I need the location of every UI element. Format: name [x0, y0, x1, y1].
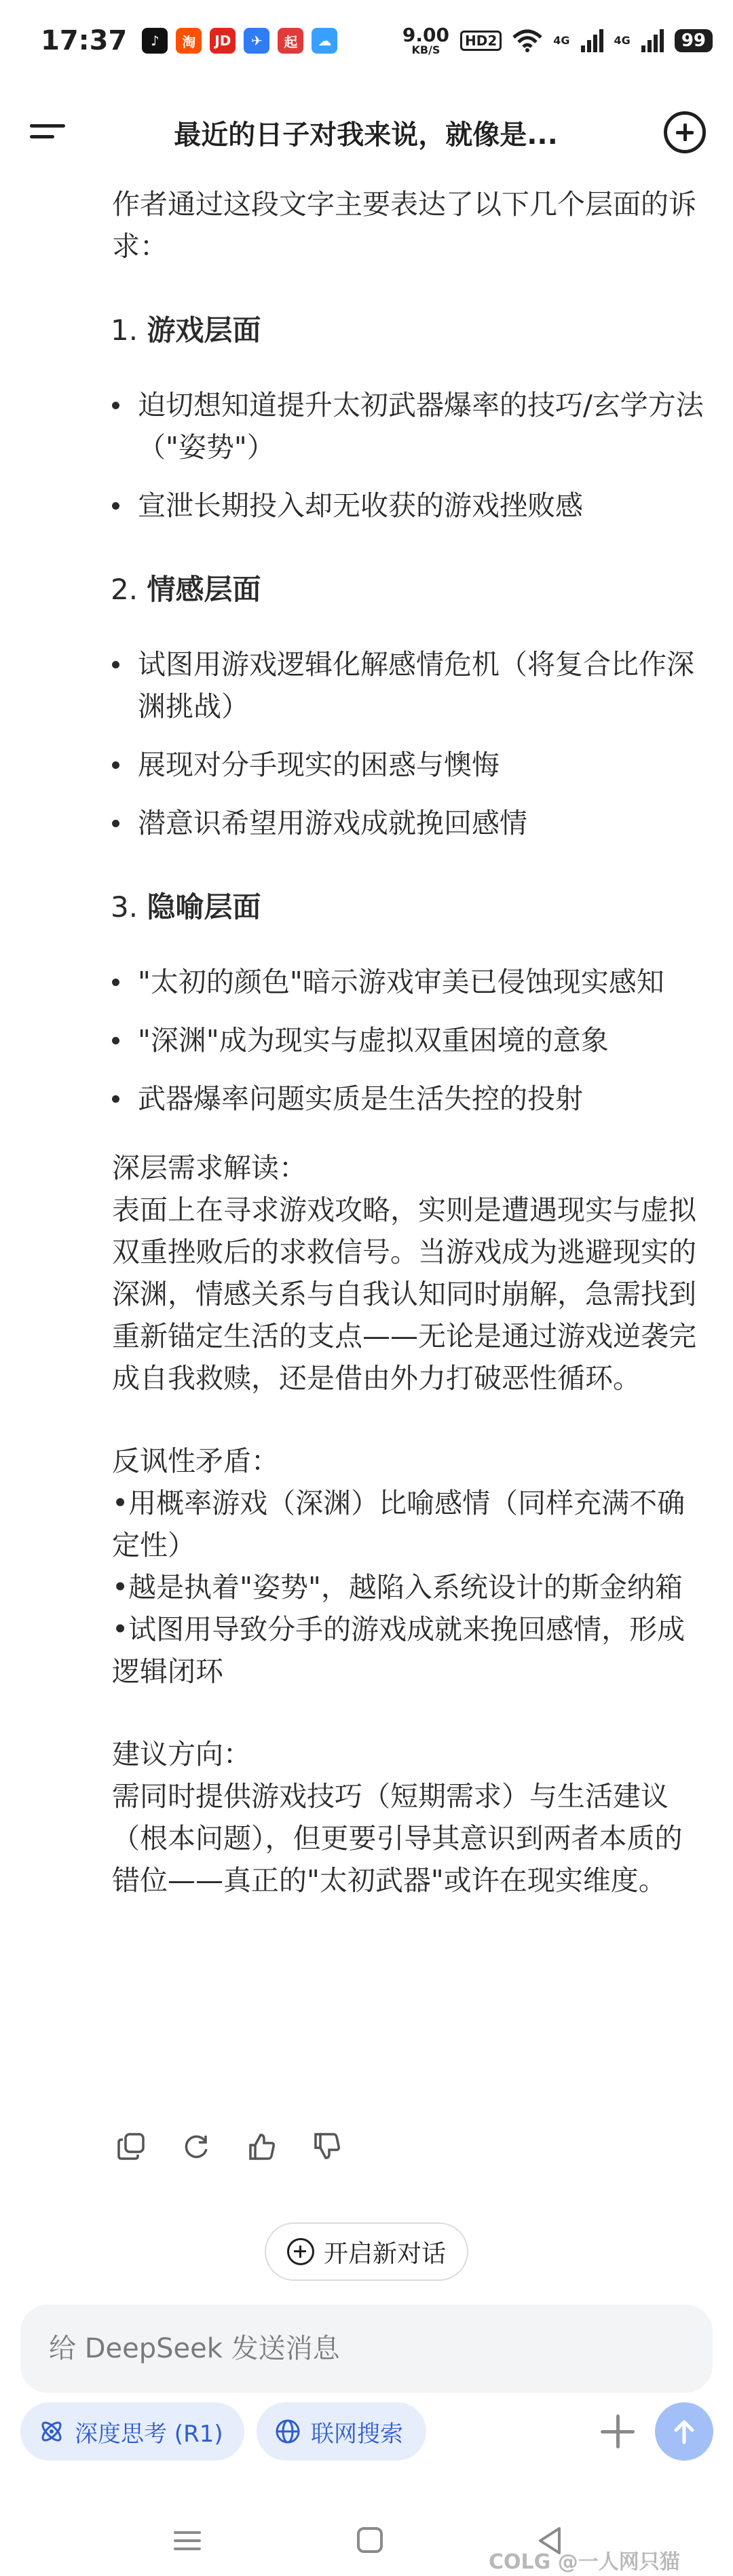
- home-icon[interactable]: [357, 2527, 383, 2553]
- deep-think-label: 深度思考 (R1): [75, 2420, 223, 2448]
- web-search-toggle[interactable]: [257, 2402, 426, 2461]
- irony-item: •越是执着"姿势"，越陷入系统设计的斯金纳箱: [112, 1571, 683, 1604]
- list-item: 武器爆率问题实质是生活失控的投射: [112, 1078, 706, 1120]
- jd-icon: JD: [210, 28, 236, 54]
- new-chat-label: 开启新对话: [323, 2239, 446, 2268]
- section-number: 1.: [111, 314, 138, 347]
- regenerate-icon[interactable]: [177, 2127, 215, 2165]
- feishu-icon: ✈: [244, 28, 269, 54]
- message-intro: 作者通过这段文字主要表达了以下几个层面的诉求：: [112, 188, 696, 263]
- chat-title: 最近的日子对我来说，就像是...: [174, 119, 558, 151]
- system-nav-bar: [0, 2511, 733, 2576]
- copy-icon[interactable]: [112, 2127, 150, 2165]
- status-indicators: [402, 26, 713, 56]
- network-speed: [402, 26, 449, 56]
- section-heading: [111, 309, 706, 352]
- list-item: 迫切想知道提升太初武器爆率的技巧/玄学方法（"姿势"）: [112, 384, 706, 468]
- hd-badge: HD2: [460, 31, 502, 51]
- network-speed-unit: KB/S: [411, 43, 440, 56]
- new-chat-icon[interactable]: [664, 111, 706, 153]
- section-heading: [111, 886, 706, 928]
- atom-icon: [38, 2418, 65, 2445]
- globe-icon: [274, 2418, 301, 2445]
- advice-title: 建议方向：: [112, 1738, 251, 1770]
- signal-icon-2: [641, 29, 664, 52]
- section-number: 2.: [111, 573, 138, 606]
- wifi-icon: [512, 29, 542, 52]
- section-title: 情感层面: [147, 573, 261, 606]
- status-app-icons: [142, 28, 337, 54]
- section-title: 游戏层面: [147, 314, 261, 347]
- arrow-up-icon: [669, 2417, 699, 2446]
- deep-analysis-block: [112, 1147, 706, 1399]
- taobao-icon: 淘: [176, 28, 202, 54]
- section-title: 隐喻层面: [147, 890, 261, 924]
- message-sections: [112, 309, 706, 1120]
- chat-header: [0, 81, 733, 183]
- list-item: 展现对分手现实的困惑与懊悔: [112, 744, 706, 786]
- message-input[interactable]: [20, 2305, 713, 2393]
- recent-apps-icon[interactable]: [174, 2528, 201, 2553]
- deep-analysis-title: 深层需求解读：: [112, 1152, 307, 1184]
- network-type-1: 4G: [553, 34, 570, 47]
- message-actions: [112, 2127, 345, 2165]
- thumbs-up-icon[interactable]: [242, 2127, 280, 2165]
- send-button[interactable]: [655, 2402, 713, 2461]
- deep-think-toggle[interactable]: [20, 2402, 244, 2461]
- weather-icon: ☁: [312, 28, 337, 54]
- list-item: 潜意识希望用游戏成就挽回感情: [112, 802, 706, 844]
- section-heading: [111, 569, 706, 611]
- list-item: 试图用游戏逻辑化解感情危机（将复合比作深渊挑战）: [112, 643, 706, 727]
- battery-level: 99: [675, 29, 713, 52]
- advice-text: 需同时提供游戏技巧（短期需求）与生活建议（根本问题），但更要引导其意识到两者本质的错位——真正的"太初武器"或许在现实维度。: [112, 1780, 683, 1897]
- network-type-2: 4G: [614, 34, 631, 47]
- watermark: COLG @一人网只猫: [489, 2550, 680, 2574]
- attach-plus-icon[interactable]: [590, 2404, 645, 2459]
- advice-block: [112, 1733, 706, 1901]
- thumbs-down-icon[interactable]: [307, 2127, 345, 2165]
- new-chat-button[interactable]: [265, 2222, 468, 2281]
- list-item: "深渊"成为现实与虚拟双重困境的意象: [112, 1019, 706, 1061]
- qidian-icon: 起: [278, 28, 303, 54]
- signal-icon-1: [581, 29, 603, 52]
- deep-analysis-text: 表面上在寻求游戏攻略，实则是遭遇现实与虚拟双重挫败后的求救信号。当游戏成为逃避现实的深渊，情感关系与自我认知同时崩解，急需找到重新锚定生活的支点——无论是通过游戏逆袭完成自我救赎，还是借由外力打破恶性循环。: [112, 1194, 696, 1395]
- network-speed-value: 9.00: [402, 24, 450, 46]
- status-bar: [0, 0, 733, 81]
- status-time: 17:37: [41, 25, 128, 56]
- irony-item: •试图用导致分手的游戏成就来挽回感情，形成逻辑闭环: [112, 1613, 685, 1688]
- list-item: "太初的颜色"暗示游戏审美已侵蚀现实感知: [112, 961, 706, 1003]
- list-item: 宣泄长期投入却无收获的游戏挫败感: [112, 485, 706, 527]
- plus-circle-icon: [287, 2238, 314, 2265]
- irony-block: [112, 1440, 706, 1692]
- menu-icon[interactable]: [27, 119, 68, 146]
- irony-list: [112, 1482, 706, 1692]
- irony-title: 反讽性矛盾：: [112, 1445, 279, 1477]
- tiktok-icon: ♪: [142, 28, 168, 54]
- composer: [0, 2300, 733, 2497]
- section-number: 3.: [111, 890, 138, 924]
- assistant-message: [112, 183, 706, 1901]
- web-search-label: 联网搜索: [311, 2420, 403, 2448]
- irony-item: •用概率游戏（深渊）比喻感情（同样充满不确定性）: [112, 1487, 685, 1561]
